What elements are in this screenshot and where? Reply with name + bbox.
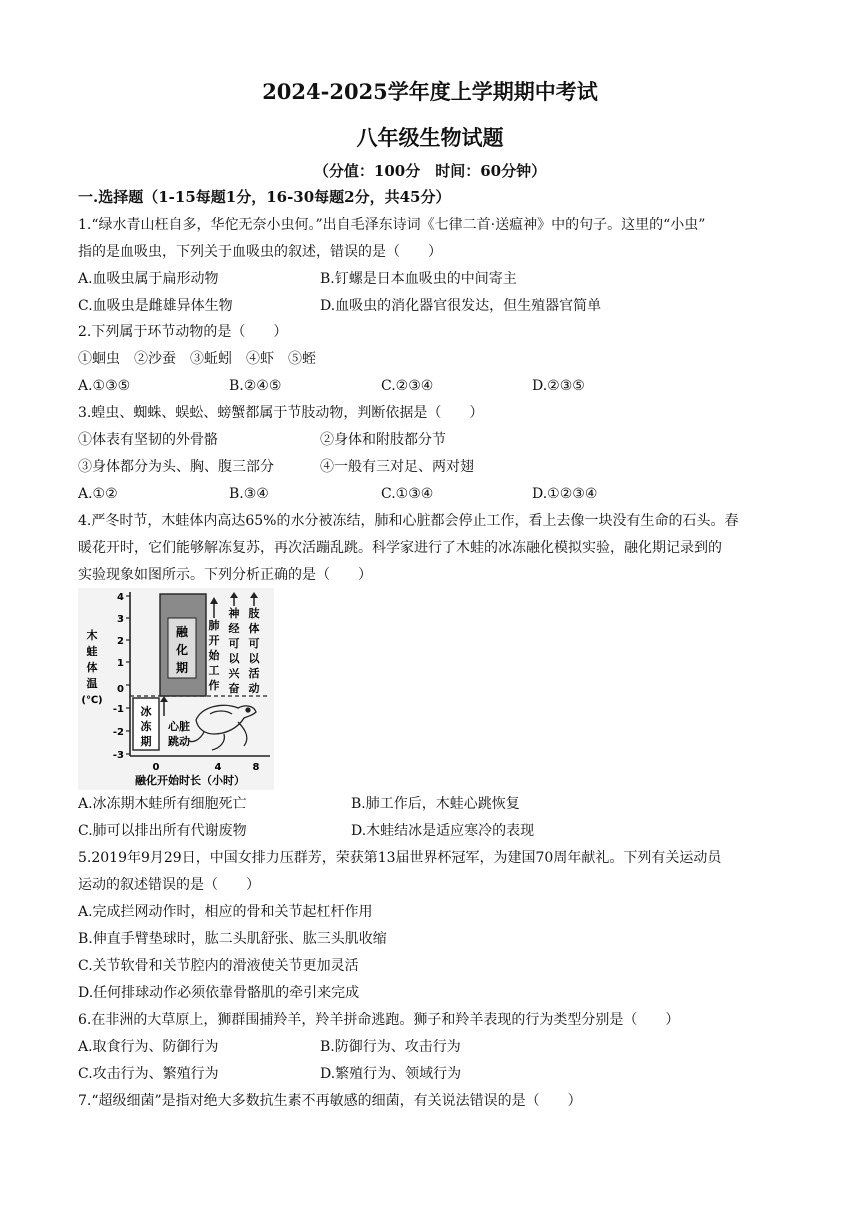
- ytick-2: 2: [117, 636, 124, 647]
- q4-option-a: A.冰冻期木蛙所有细胞死亡: [78, 796, 247, 812]
- xtick-0: 0: [152, 762, 160, 773]
- q5-option-c: C.关节软骨和关节腔内的滑液使关节更加灵活: [78, 958, 359, 974]
- ylabel-char-1: 木: [86, 629, 98, 642]
- section-heading: 一.选择题（1-15每题1分，16-30每题2分，共45分）: [78, 188, 451, 206]
- ytick-1: 1: [117, 658, 124, 669]
- q3-option-c: C.①③④: [381, 486, 434, 502]
- q2-items: ①蛔虫 ②沙蚕 ③蚯蚓 ④虾 ⑤蛭: [78, 351, 316, 367]
- q1-stem-line2: 指的是血吸虫，下列关于血吸虫的叙述，错误的是（ ）: [78, 244, 442, 260]
- limb-char-3: 可: [248, 637, 260, 650]
- q2-option-d: D.②③⑤: [532, 378, 585, 394]
- q3-item-4: ④一般有三对足、两对翅: [320, 459, 474, 475]
- q2-option-c: C.②③④: [381, 378, 434, 394]
- exam-title: 2024-2025学年度上学期期中考试: [262, 79, 598, 104]
- nerve-char-4: 以: [228, 652, 240, 665]
- xtick-4: 4: [214, 762, 222, 773]
- limb-char-6: 动: [248, 682, 260, 695]
- xlabel: 融化开始时长（小时）: [135, 774, 245, 787]
- freeze-char-3: 期: [140, 735, 152, 748]
- q1-option-d: D.血吸虫的消化器官很发达，但生殖器官简单: [320, 298, 602, 314]
- lung-char-4: 工: [208, 664, 220, 677]
- q4-option-b: B.肺工作后，木蛙心跳恢复: [351, 796, 520, 812]
- q6-option-d: D.繁殖行为、领域行为: [320, 1066, 462, 1082]
- ytick-3: 3: [117, 614, 124, 625]
- q2-option-a: A.①③⑤: [78, 378, 131, 394]
- q3-stem: 3.蝗虫、蜘蛛、蜈蚣、螃蟹都属于节肢动物，判断依据是（ ）: [78, 405, 484, 421]
- q1-option-a: A.血吸虫属于扁形动物: [78, 271, 219, 287]
- q4-option-c: C.肺可以排出所有代谢废物: [78, 823, 247, 839]
- limb-char-5: 活: [248, 667, 260, 680]
- frog-thaw-figure: [78, 588, 274, 790]
- q5-stem-line2: 运动的叙述错误的是（ ）: [78, 877, 260, 893]
- lung-char-3: 始: [208, 649, 220, 662]
- limb-char-1: 肢: [248, 607, 260, 620]
- heart-label-2: 跳动: [168, 735, 190, 748]
- q4-stem-line2: 暖花开时，它们能够解冻复苏，再次活蹦乱跳。科学家进行了木蛙的冰冻融化模拟实验，融化期记录到的: [78, 540, 722, 556]
- nerve-char-6: 奋: [228, 682, 240, 695]
- q3-option-d: D.①②③④: [532, 486, 598, 502]
- q5-option-d: D.任何排球动作必须依靠骨骼肌的牵引来完成: [78, 985, 360, 1001]
- freeze-char-1: 冰: [140, 705, 152, 718]
- ytick-neg3: -3: [112, 750, 124, 761]
- ytick-0: 0: [117, 684, 124, 695]
- limb-char-4: 以: [248, 652, 260, 665]
- ytick-neg2: -2: [112, 727, 124, 738]
- nerve-char-2: 经: [228, 622, 240, 635]
- q5-stem-line1: 5.2019年9月29日，中国女排力压群芳，荣获第13届世界杯冠军，为建国70周年献礼。下列有关运动员: [78, 850, 722, 866]
- ylabel-char-3: 体: [86, 661, 98, 674]
- q6-option-a: A.取食行为、防御行为: [78, 1039, 219, 1055]
- melt-char-2: 化: [175, 643, 189, 657]
- nerve-char-1: 神: [228, 607, 240, 620]
- ylabel-char-2: 蛙: [86, 645, 98, 658]
- q2-option-b: B.②④⑤: [229, 378, 282, 394]
- freeze-char-2: 冻: [140, 720, 152, 733]
- ylabel-unit: (℃): [81, 695, 103, 706]
- q3-item-3: ③身体都分为头、胸、腹三部分: [78, 459, 274, 475]
- q3-item-1: ①体表有坚韧的外骨骼: [78, 432, 218, 448]
- q2-stem: 2.下列属于环节动物的是（ ）: [78, 324, 288, 340]
- lung-char-2: 开: [208, 634, 220, 647]
- q3-option-b: B.③④: [229, 486, 269, 502]
- limb-char-2: 体: [248, 622, 260, 635]
- ytick-neg1: -1: [112, 704, 124, 715]
- lung-char-1: 肺: [208, 619, 220, 632]
- q6-option-c: C.攻击行为、繁殖行为: [78, 1066, 219, 1082]
- q5-option-a: A.完成拦网动作时，相应的骨和关节起杠杆作用: [78, 904, 373, 920]
- lung-char-5: 作: [208, 679, 220, 692]
- nerve-char-3: 可: [228, 637, 240, 650]
- q1-option-b: B.钉螺是日本血吸虫的中间寄主: [320, 271, 517, 287]
- q1-option-c: C.血吸虫是雌雄异体生物: [78, 298, 233, 314]
- q4-option-d: D.木蛙结冰是适应寒冷的表现: [351, 823, 535, 839]
- q6-option-b: B.防御行为、攻击行为: [320, 1039, 461, 1055]
- q7-stem: 7.“超级细菌”是指对绝大多数抗生素不再敏感的细菌，有关说法错误的是（ ）: [78, 1093, 582, 1109]
- q3-item-2: ②身体和附肢都分节: [320, 432, 446, 448]
- q3-option-a: A.①②: [78, 486, 118, 502]
- melt-char-1: 融: [175, 625, 189, 639]
- q6-stem: 6.在非洲的大草原上，狮群围捕羚羊，羚羊拼命逃跑。狮子和羚羊表现的行为类型分别是（ ）: [78, 1012, 680, 1028]
- q4-stem-line1: 4.严冬时节，木蛙体内高达65%的水分被冻结，肺和心脏都会停止工作，看上去像一块没有生命的石头。春: [78, 513, 739, 529]
- ytick-4: 4: [117, 592, 124, 603]
- exam-subtitle: 八年级生物试题: [356, 125, 504, 150]
- ylabel-char-4: 温: [86, 677, 98, 690]
- q5-option-b: B.伸直手臂垫球时，肱二头肌舒张、肱三头肌收缩: [78, 931, 387, 947]
- xtick-8: 8: [252, 762, 260, 773]
- exam-meta: （分值：100分 时间：60分钟）: [313, 162, 547, 180]
- q4-stem-line3: 实验现象如图所示。下列分析正确的是（ ）: [78, 567, 372, 583]
- nerve-char-5: 兴: [228, 667, 240, 680]
- q1-stem-line1: 1.“绿水青山枉自多，华佗无奈小虫何。”出自毛泽东诗词《七律二首·送瘟神》中的句子。这里的“小虫”: [78, 217, 706, 233]
- melt-char-3: 期: [175, 661, 189, 675]
- heart-label-1: 心脏: [168, 720, 190, 733]
